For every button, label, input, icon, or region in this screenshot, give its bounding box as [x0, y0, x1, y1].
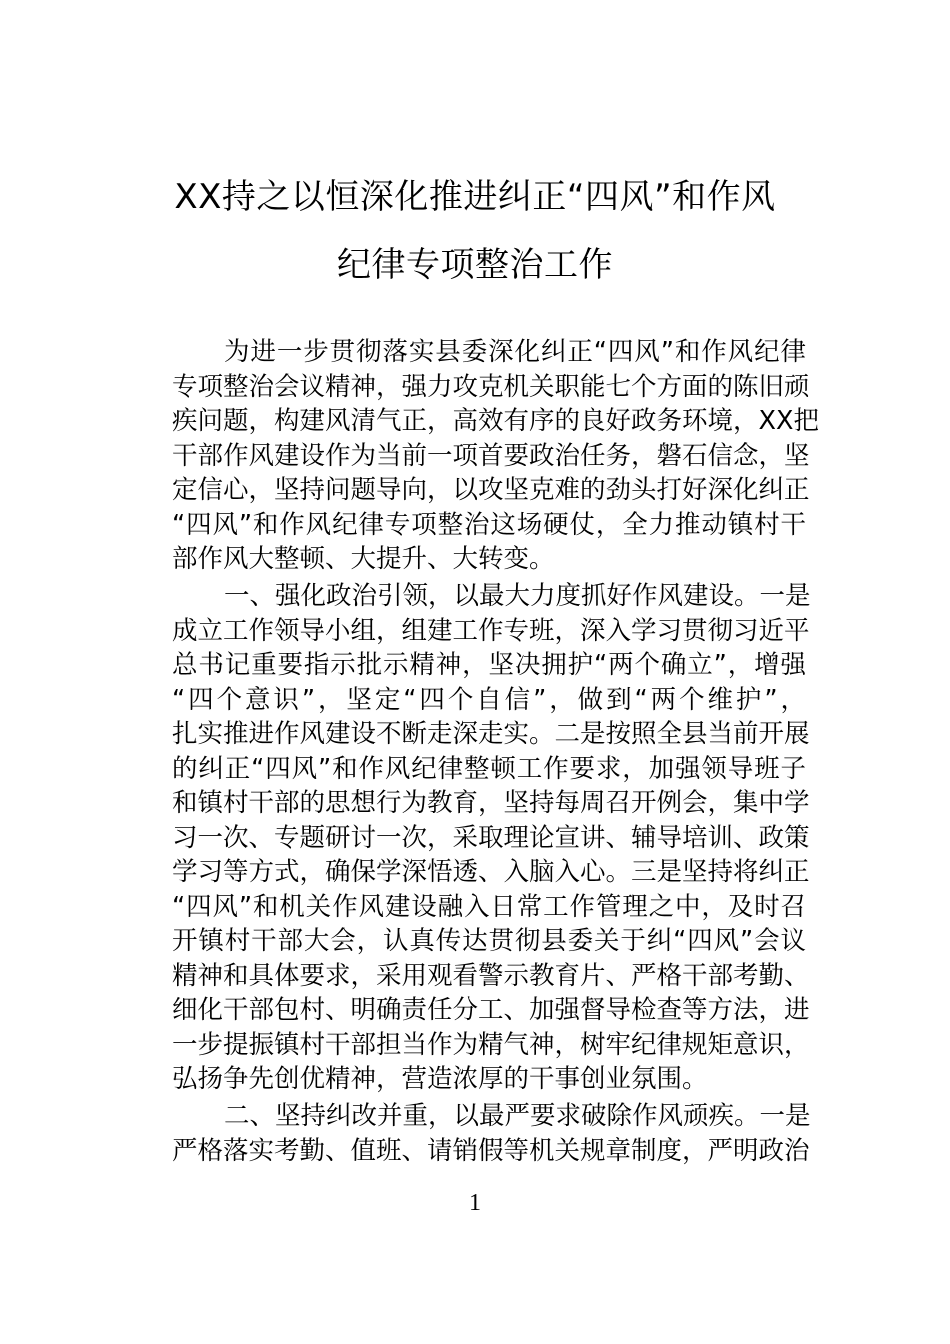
paragraph — [172, 579, 811, 1097]
paragraph — [172, 1099, 811, 1168]
text-line: 为进一步贯彻落实县委深化纠正“四风”和作风纪律 — [224, 337, 806, 367]
text-line: 弘扬争先创优精神，营造浓厚的干事创业氛围。 — [172, 1064, 708, 1094]
text-line: 细化干部包村、明确责任分工、加强督导检查等方法，进 — [172, 995, 810, 1025]
text-line: “四个意识”，坚定“四个自信”，做到“两个维护”， — [172, 684, 806, 715]
text-line: 扎实推进作风建设不断走深走实。二是按照全县当前开展 — [172, 719, 810, 749]
text-line: “四风”和机关作风建设融入日常工作管理之中，及时召 — [172, 891, 806, 922]
page-number: 1 — [469, 1190, 481, 1216]
text-line: 一步提振镇村干部担当作为精气神，树牢纪律规矩意识， — [172, 1029, 810, 1060]
document-title-line-1: XX持之以恒深化推进纠正“四风”和作风 — [174, 177, 776, 217]
document-title-line-2: 纪律专项整治工作 — [337, 245, 613, 285]
text-line: 成立工作领导小组，组建工作专班，深入学习贯彻习近平 — [172, 615, 810, 646]
paragraph — [172, 335, 819, 577]
text-line: 疾问题，构建风清气正，高效有序的良好政务环境，XX把 — [172, 406, 819, 436]
text-line: 精神和具体要求，采用观看警示教育片、严格干部考勤、 — [172, 960, 810, 991]
text-line: 习一次、专题研讨一次，采取理论宣讲、辅导培训、政策 — [172, 822, 810, 853]
text-line: “四风”和作风纪律专项整治这场硬仗，全力推动镇村干 — [172, 509, 806, 540]
text-line: 严格落实考勤、值班、请销假等机关规章制度，严明政治 — [172, 1135, 810, 1166]
text-line: 和镇村干部的思想行为教育，坚持每周召开例会，集中学 — [172, 788, 810, 818]
text-line: 定信心，坚持问题导向，以攻坚克难的劲头打好深化纠正 — [172, 475, 810, 505]
text-line: 一、强化政治引领，以最大力度抓好作风建设。一是 — [224, 581, 811, 611]
text-line: 学习等方式，确保学深悟透、入脑入心。三是坚持将纠正 — [172, 857, 810, 887]
text-line: 的纠正“四风”和作风纪律整顿工作要求，加强领导班子 — [172, 753, 806, 784]
text-line: 二、坚持纠改并重，以最严要求破除作风顽疾。一是 — [224, 1101, 811, 1131]
text-line: 总书记重要指示批示精神，坚决拥护“两个确立”，增强 — [172, 650, 806, 680]
document-body — [172, 335, 819, 1171]
text-line: 干部作风建设作为当前一项首要政治任务，磐石信念，坚 — [172, 440, 810, 471]
text-line: 开镇村干部大会，认真传达贯彻县委关于纠“四风”会议 — [172, 926, 806, 956]
text-line: 部作风大整顿、大提升、大转变。 — [172, 544, 555, 574]
text-line: 专项整治会议精神，强力攻克机关职能七个方面的陈旧顽 — [172, 371, 810, 402]
